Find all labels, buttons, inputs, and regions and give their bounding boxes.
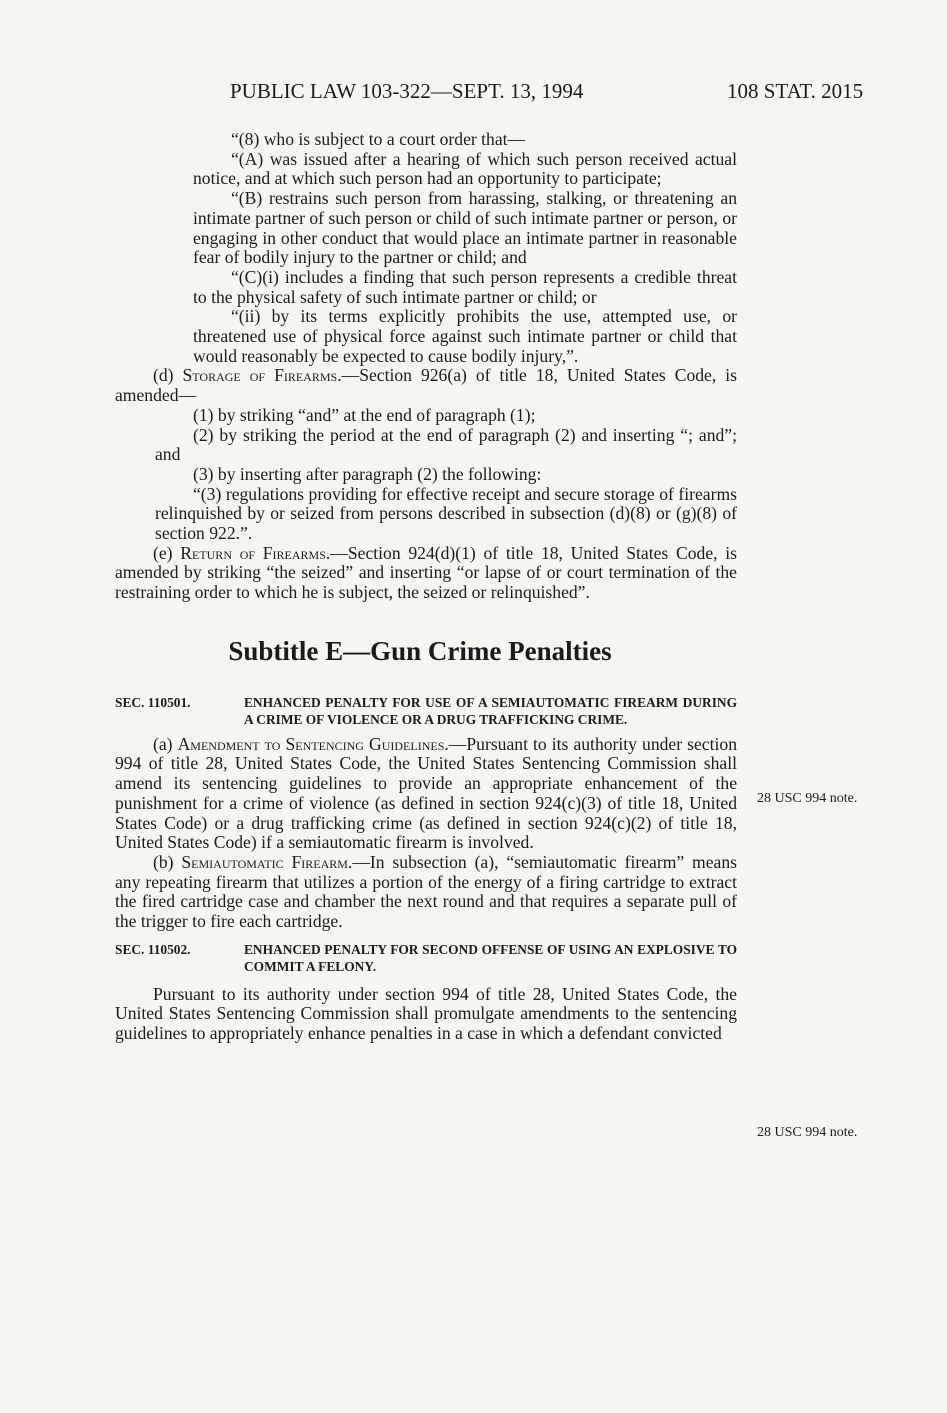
section-title: ENHANCED PENALTY FOR SECOND OFFENSE OF USING AN EXPLOSIVE TO COMMIT A FELONY. — [244, 941, 737, 975]
subsection-e-heading: Return of Firearms. — [180, 542, 331, 563]
subsection-a-heading: Amendment to Sentencing Guidelines. — [177, 733, 449, 754]
paragraph-8-intro: “(8) who is subject to a court order that— — [231, 129, 526, 149]
section-title: ENHANCED PENALTY FOR USE OF A SEMIAUTOMATIC FIREARM DURING A CRIME OF VIOLENCE OR A DRUG TRAFFICKING CRIME. — [244, 694, 737, 728]
subsection-d-2: (2) by striking the period at the end of paragraph (2) and inserting “; and”; and — [155, 424, 737, 465]
public-law-citation: PUBLIC LAW 103-322—SEPT. 13, 1994 — [230, 79, 584, 103]
subsection-d-3-quote: “(3) regulations providing for effective receipt and secure storage of firearms relinquished by or seized from persons described in subsection (d)(8) or (g)(8) of section 922.”. — [155, 483, 737, 544]
paragraph-8-C-i: “(C)(i) includes a finding that such person represents a credible threat to the physical safety of such intimate partner or child; or — [193, 266, 737, 307]
section-110502-heading — [115, 941, 737, 976]
margin-note-110501: 28 USC 994 note. — [757, 791, 858, 806]
subsection-e: (e) Return of Firearms.—Section 924(d)(1) of title 18, United States Code, is amended by striking “the seized” and inserting “or lapse of or court termination of the restraining order to which he is subject, the seized or relinquished”. — [115, 542, 737, 603]
subsection-d-1: (1) by striking “and” at the end of paragraph (1); — [193, 404, 536, 425]
paragraph-8-A: “(A) was issued after a hearing of which such person received actual notice, and at which such person had an opportunity to participate; — [193, 148, 737, 189]
law-text-body — [115, 130, 737, 1044]
subsection-d-heading: Storage of Firearms. — [182, 365, 342, 386]
section-110501-heading — [115, 694, 737, 729]
section-110502-text: Pursuant to its authority under section 994 of title 28, United States Code, the United States Sentencing Commission shall promulgate amendments to the sentencing guidelines to appropriately enhance penalties in a case in which a defendant convicted — [115, 983, 737, 1043]
subsection-b-heading: Semiautomatic Firearm. — [181, 851, 353, 872]
paragraph-8-C-ii: “(ii) by its terms explicitly prohibits the use, attempted use, or threatened use of physical force against such intimate partner or child that would reasonably be expected to cause bodily injury,”. — [193, 306, 737, 366]
subtitle-heading: Subtitle E—Gun Crime Penalties — [228, 635, 612, 666]
subsection-d: (d) Storage of Firearms.—Section 926(a) of title 18, United States Code, is amended— — [115, 365, 737, 406]
running-header — [0, 79, 947, 109]
paragraph-8-B: “(B) restrains such person from harassing, stalking, or threatening an intimate partner of such person or child of such intimate partner or person, or engaging in other conduct that would place an intimate partner in reasonable fear of bodily injury to the partner or child; and — [193, 188, 737, 268]
subsection-d-3: (3) by inserting after paragraph (2) the following: — [193, 463, 542, 484]
section-110501-b: (b) Semiautomatic Firearm.—In subsection (a), “semiautomatic firearm” means any repeating firearm that utilizes a portion of the energy of a firing cartridge to extract the fired cartridge case and chamber the next round and that requires a separate pull of the trigger to fire each cartridge. — [115, 851, 737, 932]
section-110501-a: (a) Amendment to Sentencing Guidelines.—Pursuant to its authority under section 994 of title 28, United States Code, the United States Sentencing Commission shall amend its sentencing guidelines to provide an appropriate enhancement of the punishment for a crime of violence (as defined in section 924(c)(3) of title 18, United States Code) or a drug trafficking crime (as defined in section 924(c)(2) of title 18, United States Code) if a semiautomatic firearm is involved. — [115, 733, 737, 853]
section-number: SEC. 110502. — [115, 941, 191, 957]
section-number: SEC. 110501. — [115, 694, 191, 710]
statute-page-number: 108 STAT. 2015 — [727, 79, 864, 103]
margin-note-110502: 28 USC 994 note. — [757, 1125, 858, 1140]
